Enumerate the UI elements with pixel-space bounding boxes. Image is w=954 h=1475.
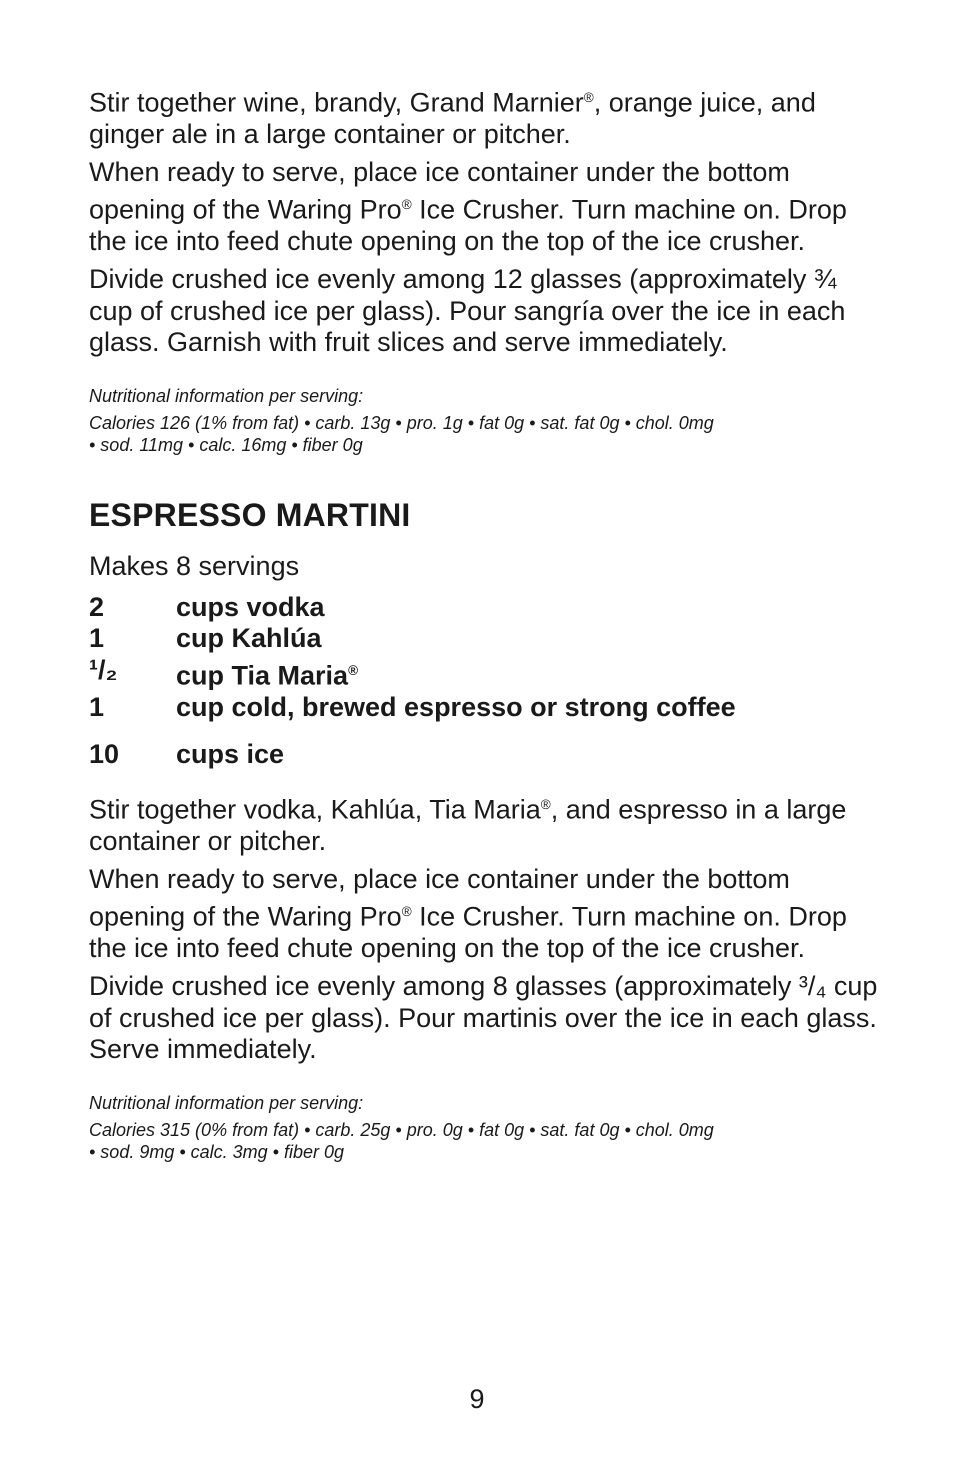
ingredient-item: cup Tia Maria®	[176, 660, 359, 691]
martini-step-1: Stir together vodka, Kahlúa, Tia Maria®, and espresso in a large container or pitcher.	[89, 794, 847, 856]
sangria-step-3: Divide crushed ice evenly among 12 glasses (approximately ¾ cup of crushed ice per glass). Pour sangría over the ice in each glass. Garnish with fruit slices and serve immediately.	[89, 264, 846, 358]
ingredient-qty: ¹/₂	[89, 654, 118, 685]
ingredient-row	[89, 592, 879, 624]
ingredient-row	[89, 623, 879, 655]
ingredient-list	[89, 592, 879, 771]
ingredient-item: cup cold, brewed espresso or strong coffee	[176, 691, 736, 722]
sangria-nutrition-line-1: Calories 126 (1% from fat) • carb. 13g • pro. 1g • fat 0g • sat. fat 0g • chol. 0mg	[89, 412, 714, 433]
sangria-nutrition	[89, 385, 879, 456]
ingredient-row	[89, 692, 879, 724]
ingredient-item: cup Kahlúa	[176, 623, 322, 654]
martini-step-3: Divide crushed ice evenly among 8 glasses (approximately ³/₄ cup of crushed ice per glass). Pour martinis over the ice in each glass. Serve immediately.	[89, 971, 878, 1065]
martini-nutrition	[89, 1092, 879, 1163]
ingredient-item: cups ice	[176, 739, 285, 770]
ingredient-qty: 10	[89, 739, 120, 770]
ingredient-qty: 2	[89, 591, 105, 622]
ingredient-qty: 1	[89, 623, 105, 654]
sangria-step-1: Stir together wine, brandy, Grand Marnier®, orange juice, and ginger ale in a large container or pitcher.	[89, 87, 816, 149]
page-number: 9	[469, 1384, 485, 1414]
sangria-nutrition-line-2: • sod. 11mg • calc. 16mg • fiber 0g	[89, 434, 363, 455]
martini-nutrition-line-1: Calories 315 (0% from fat) • carb. 25g • pro. 0g • fat 0g • sat. fat 0g • chol. 0mg	[89, 1119, 714, 1140]
martini-nutrition-line-2: • sod. 9mg • calc. 3mg • fiber 0g	[89, 1141, 345, 1162]
ingredient-row	[89, 655, 879, 692]
recipe-page	[89, 82, 879, 1163]
sangria-step-2: When ready to serve, place ice container under the bottom opening of the Waring Pro® Ice Crusher. Turn machine on. Drop the ice into feed chute opening on the top of the ice crusher.	[89, 157, 847, 256]
sangria-nutrition-label: Nutritional information per serving:	[89, 385, 364, 406]
martini-step-2: When ready to serve, place ice container under the bottom opening of the Waring Pro® Ice Crusher. Turn machine on. Drop the ice into feed chute opening on the top of the ice crusher.	[89, 864, 847, 963]
servings-count: Makes 8 servings	[89, 550, 300, 581]
ingredient-row	[89, 739, 879, 771]
martini-nutrition-label: Nutritional information per serving:	[89, 1092, 364, 1113]
ingredient-item: cups vodka	[176, 591, 325, 622]
recipe-title: ESPRESSO MARTINI	[89, 496, 411, 533]
ingredient-qty: 1	[89, 691, 105, 722]
